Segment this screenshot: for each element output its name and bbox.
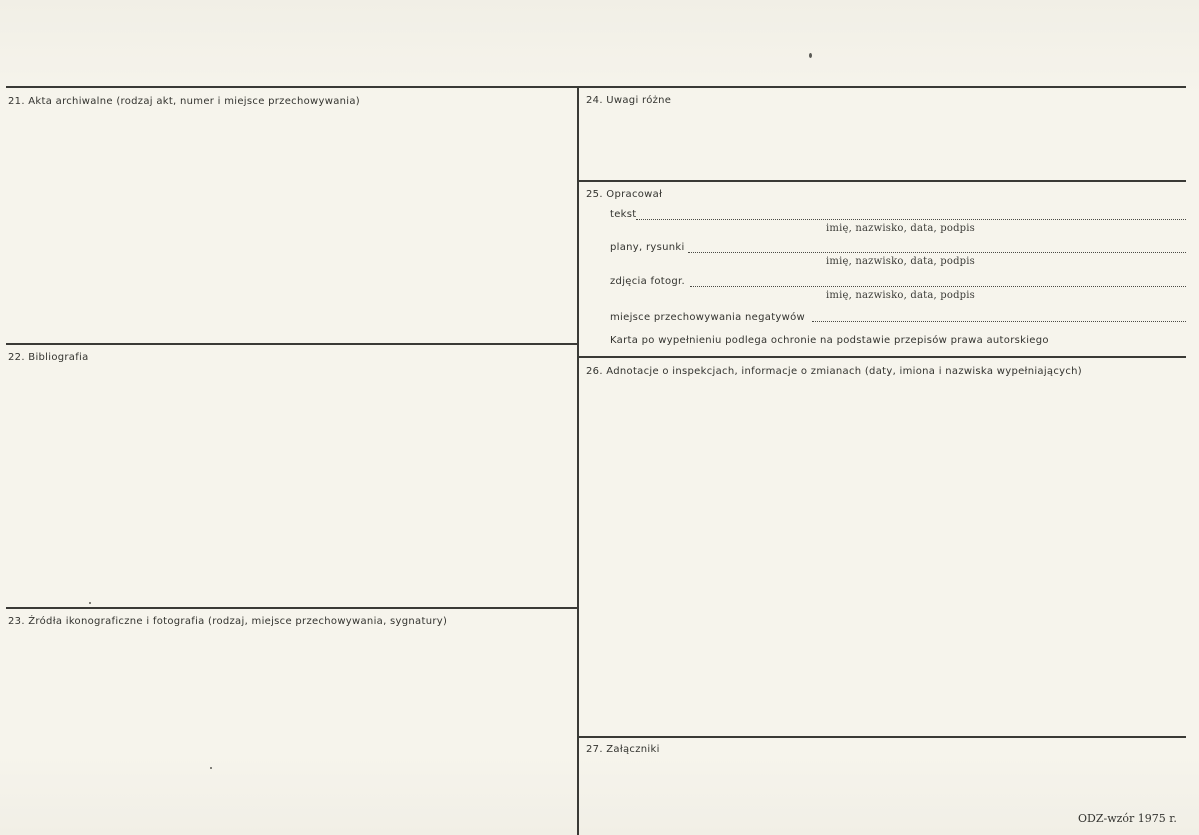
paper-speck bbox=[89, 602, 91, 604]
rule-25 bbox=[579, 180, 1186, 182]
paper-speck bbox=[210, 767, 212, 769]
rule-22 bbox=[6, 343, 577, 345]
top-rule bbox=[6, 86, 1186, 88]
section-23-label: 23. Źródła ikonograficzne i fotografia (rodzaj, miejsce przechowywania, sygnatury) bbox=[8, 616, 448, 627]
section-22-label: 22. Bibliografia bbox=[8, 352, 89, 363]
copyright-note: Karta po wypełnieniu podlega ochronie na podstawie przepisów prawa autorskiego bbox=[610, 335, 1049, 346]
tekst-sub-note: imię, nazwisko, data, podpis bbox=[826, 223, 976, 234]
zdjecia-label: zdjęcia fotogr. bbox=[610, 276, 686, 287]
center-divider bbox=[577, 86, 579, 835]
plany-sub-note: imię, nazwisko, data, podpis bbox=[826, 256, 976, 267]
section-24-label: 24. Uwagi różne bbox=[586, 95, 672, 106]
rule-23 bbox=[6, 607, 577, 609]
negatywy-field[interactable] bbox=[812, 321, 1186, 322]
plany-field[interactable] bbox=[688, 252, 1186, 253]
section-21-label: 21. Akta archiwalne (rodzaj akt, numer i miejsce przechowywania) bbox=[8, 96, 360, 107]
paper-speck bbox=[809, 53, 812, 58]
section-25-label: 25. Opracował bbox=[586, 189, 663, 200]
section-27-label: 27. Załączniki bbox=[586, 744, 660, 755]
form-footer: ODZ-wzór 1975 r. bbox=[1078, 812, 1177, 825]
tekst-label: tekst bbox=[610, 209, 637, 220]
rule-27 bbox=[579, 736, 1186, 738]
zdjecia-field[interactable] bbox=[690, 286, 1186, 287]
negatywy-label: miejsce przechowywania negatywów bbox=[610, 312, 806, 323]
section-26-label: 26. Adnotacje o inspekcjach, informacje o zmianach (daty, imiona i nazwiska wypełniających) bbox=[586, 366, 1082, 377]
zdjecia-sub-note: imię, nazwisko, data, podpis bbox=[826, 290, 976, 301]
rule-26 bbox=[579, 356, 1186, 358]
plany-label: plany, rysunki bbox=[610, 242, 685, 253]
tekst-field[interactable] bbox=[636, 219, 1186, 220]
